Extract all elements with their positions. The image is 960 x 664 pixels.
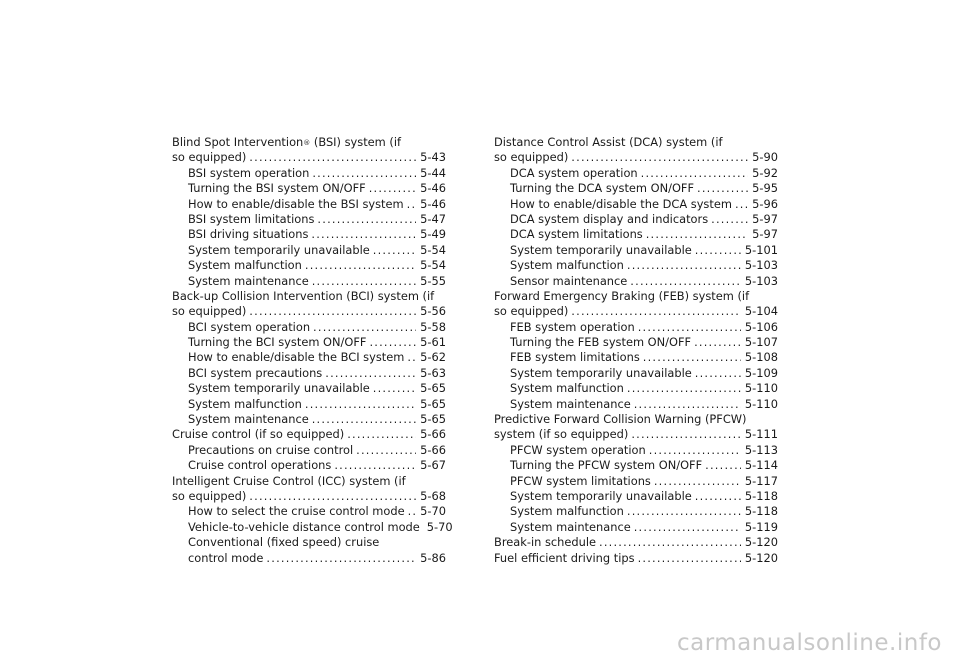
toc-entry[interactable] xyxy=(172,427,446,442)
dot-leader xyxy=(407,350,416,365)
dot-leader xyxy=(249,304,416,319)
page-number: 5-43 xyxy=(420,150,446,165)
dot-leader xyxy=(305,397,416,412)
dot-leader xyxy=(373,243,416,258)
page-number: 5-106 xyxy=(744,319,778,334)
page-number: 5-119 xyxy=(744,519,778,534)
dot-leader xyxy=(599,535,741,550)
dot-leader xyxy=(317,212,416,227)
page-number: 5-103 xyxy=(744,273,778,288)
dot-leader xyxy=(697,181,748,196)
toc-entry-title: PFCW system limitations xyxy=(510,473,651,488)
toc-entry-title: FEB system limitations xyxy=(510,350,640,365)
toc-entry-title: System malfunction xyxy=(188,396,302,411)
toc-entry-title: Turning the PFCW system ON/OFF xyxy=(510,458,703,473)
toc-entry[interactable] xyxy=(494,350,778,365)
page-number: 5-47 xyxy=(420,211,446,226)
toc-entry-title: Vehicle-to-vehicle distance control mode xyxy=(188,519,420,534)
toc-entry[interactable] xyxy=(172,412,446,427)
dot-leader xyxy=(311,227,416,242)
page-number: 5-54 xyxy=(420,258,446,273)
toc-entry-title: Intelligent Cruise Control (ICC) system (if xyxy=(172,473,406,488)
dot-leader xyxy=(312,166,416,181)
watermark-text: carmanualsonline.info xyxy=(676,630,942,656)
page-number: 5-49 xyxy=(420,227,446,242)
page-number: 5-65 xyxy=(420,381,446,396)
toc-entry-title: DCA system limitations xyxy=(510,227,643,242)
page-number: 5-46 xyxy=(420,181,446,196)
toc-entry[interactable] xyxy=(172,381,446,396)
dot-leader xyxy=(627,504,741,519)
toc-entry-title: so equipped) xyxy=(172,304,247,319)
toc-entry-title: BSI system limitations xyxy=(188,211,315,226)
toc-entry[interactable] xyxy=(172,150,446,165)
toc-entry-title: System temporarily unavailable xyxy=(510,488,692,503)
page-number: 5-101 xyxy=(744,242,778,257)
toc-entry[interactable] xyxy=(172,166,446,181)
dot-leader xyxy=(305,258,416,273)
toc-entry-title: Forward Emergency Braking (FEB) system (if xyxy=(494,288,750,303)
toc-entry[interactable] xyxy=(494,212,778,227)
toc-entry-title-cont: (BSI) system (if xyxy=(310,135,402,149)
toc-entry[interactable] xyxy=(494,181,778,196)
toc-entry[interactable] xyxy=(172,212,446,227)
page-number: 5-113 xyxy=(744,442,778,457)
page-number: 5-46 xyxy=(420,196,446,211)
page-number: 5-63 xyxy=(420,365,446,380)
toc-entry[interactable] xyxy=(172,181,446,196)
page-number: 5-117 xyxy=(744,473,778,488)
toc-entry[interactable] xyxy=(494,427,778,442)
dot-leader xyxy=(634,520,741,535)
toc-entry[interactable] xyxy=(494,304,778,319)
toc-entry[interactable] xyxy=(494,197,778,212)
page-number: 5-90 xyxy=(752,150,778,165)
page-number: 5-96 xyxy=(752,196,778,211)
toc-entry[interactable] xyxy=(494,366,778,381)
dot-leader xyxy=(694,335,741,350)
dot-leader xyxy=(711,212,748,227)
toc-entry-title: Sensor maintenance xyxy=(510,273,628,288)
toc-entry[interactable] xyxy=(172,227,446,242)
dot-leader xyxy=(571,304,741,319)
page-number: 5-54 xyxy=(420,242,446,257)
toc-entry-title: so equipped) xyxy=(494,150,569,165)
toc-entry-continued xyxy=(172,474,446,489)
toc-right-column xyxy=(494,135,778,566)
dot-leader xyxy=(571,150,748,165)
toc-entry-title: Conventional (fixed speed) cruise xyxy=(188,535,380,550)
toc-entry[interactable] xyxy=(494,551,778,566)
toc-entry-title: Turning the FEB system ON/OFF xyxy=(510,335,692,350)
toc-entry-continued xyxy=(172,289,446,304)
dot-leader xyxy=(641,166,749,181)
toc-entry-title: System malfunction xyxy=(188,258,302,273)
toc-entry-title: Distance Control Assist (DCA) system (if xyxy=(494,135,723,149)
toc-entry[interactable] xyxy=(494,520,778,535)
toc-entry-title: Turning the BCI system ON/OFF xyxy=(188,335,367,350)
page-number: 5-109 xyxy=(744,365,778,380)
toc-entry[interactable] xyxy=(494,489,778,504)
toc-entry[interactable] xyxy=(494,274,778,289)
dot-leader xyxy=(695,366,741,381)
toc-entry[interactable] xyxy=(172,551,446,566)
toc-entry-title: Blind Spot Intervention xyxy=(172,135,304,149)
dot-leader xyxy=(373,381,416,396)
toc-entry[interactable] xyxy=(494,474,778,489)
dot-leader xyxy=(705,458,741,473)
toc-entry-continued: Blind Spot Intervention ® (BSI) system (if xyxy=(172,135,402,149)
toc-entry-title: Turning the BSI system ON/OFF xyxy=(188,181,366,196)
toc-entry-title: System temporarily unavailable xyxy=(510,242,692,257)
toc-entry-title: DCA system display and indicators xyxy=(510,211,709,226)
page-number: 5-67 xyxy=(420,458,446,473)
dot-leader xyxy=(408,504,417,519)
toc-entry-title: control mode xyxy=(188,550,264,565)
toc-entry[interactable] xyxy=(172,519,453,535)
dot-leader xyxy=(369,181,416,196)
toc-entry-title: Cruise control operations xyxy=(188,458,332,473)
dot-leader xyxy=(634,397,741,412)
toc-entry[interactable] xyxy=(494,504,778,519)
toc-entry-title: How to enable/disable the BSI system xyxy=(188,196,404,211)
toc-entry-title: Precautions on cruise control xyxy=(188,442,354,457)
page-number: 5-56 xyxy=(420,304,446,319)
toc-entry-title: Cruise control (if so equipped) xyxy=(172,427,345,442)
page-number: 5-108 xyxy=(744,350,778,365)
toc-left-column xyxy=(172,135,453,566)
dot-leader xyxy=(249,489,416,504)
toc-entry[interactable] xyxy=(494,150,778,165)
toc-entry-title: so equipped) xyxy=(172,488,247,503)
page-number: 5-95 xyxy=(752,181,778,196)
page-number: 5-68 xyxy=(420,488,446,503)
toc-entry-title: Fuel efficient driving tips xyxy=(494,550,635,565)
page-number: 5-61 xyxy=(420,335,446,350)
toc-entry-title: BCI system operation xyxy=(188,319,311,334)
toc-entry[interactable] xyxy=(494,243,778,258)
toc-entry-title: BSI driving situations xyxy=(188,227,309,242)
dot-leader xyxy=(347,427,416,442)
page-number: 5-65 xyxy=(420,396,446,411)
page-number: 5-65 xyxy=(420,412,446,427)
dot-leader xyxy=(735,197,748,212)
toc-entry[interactable] xyxy=(172,197,446,212)
dot-leader xyxy=(627,258,741,273)
toc-entry-title: System temporarily unavailable xyxy=(188,381,370,396)
toc-entry-title: How to enable/disable the DCA system xyxy=(510,196,732,211)
dot-leader xyxy=(649,443,741,458)
dot-leader xyxy=(312,412,416,427)
toc-entry[interactable] xyxy=(172,258,446,273)
page-number: 5-120 xyxy=(744,535,778,550)
page-number: 5-66 xyxy=(420,442,446,457)
toc-entry-title: so equipped) xyxy=(172,150,247,165)
toc-entry-title: How to select the cruise control mode xyxy=(188,504,405,519)
dot-leader xyxy=(627,381,741,396)
toc-entry-title: Back-up Collision Intervention (BCI) system (if xyxy=(172,288,435,303)
toc-entry-title: How to enable/disable the BCI system xyxy=(188,350,405,365)
toc-entry-title: System temporarily unavailable xyxy=(188,242,370,257)
toc-entry[interactable] xyxy=(172,243,446,258)
toc-entry-title: System malfunction xyxy=(510,504,624,519)
toc-entry[interactable] xyxy=(494,335,778,350)
toc-entry-continued xyxy=(494,412,778,427)
toc-entry[interactable] xyxy=(172,335,446,350)
dot-leader xyxy=(643,350,741,365)
toc-entry[interactable] xyxy=(494,227,778,242)
toc-entry[interactable] xyxy=(172,304,446,319)
toc-entry[interactable] xyxy=(494,166,778,181)
page-number: 5-44 xyxy=(420,165,446,180)
toc-entry[interactable] xyxy=(172,320,446,335)
toc-entry-title: BSI system operation xyxy=(188,165,310,180)
toc-entry[interactable] xyxy=(172,350,446,365)
dot-leader xyxy=(266,551,416,566)
toc-entry-title: system (if so equipped) xyxy=(494,427,629,442)
dot-leader xyxy=(334,458,416,473)
page-number: 5-66 xyxy=(420,427,446,442)
dot-leader xyxy=(638,320,741,335)
page-number: 5-86 xyxy=(420,550,446,565)
toc-entry-continued xyxy=(494,289,778,304)
page-number: 5-62 xyxy=(420,350,446,365)
toc-entry[interactable] xyxy=(172,458,446,473)
toc-entry-title: System maintenance xyxy=(510,519,631,534)
toc-entry-continued xyxy=(172,535,446,550)
page-number: 5-118 xyxy=(744,488,778,503)
toc-entry-title: so equipped) xyxy=(494,304,569,319)
page-number: 5-110 xyxy=(744,381,778,396)
toc-entry-title: System temporarily unavailable xyxy=(510,365,692,380)
dot-leader xyxy=(695,243,741,258)
toc-entry[interactable] xyxy=(494,458,778,473)
dot-leader xyxy=(630,274,741,289)
toc-entry-title: Turning the DCA system ON/OFF xyxy=(510,181,695,196)
toc-entry-title: Break-in schedule xyxy=(494,535,596,550)
toc-entry[interactable] xyxy=(172,504,446,519)
toc-entry[interactable] xyxy=(494,381,778,396)
dot-leader xyxy=(325,366,416,381)
dot-leader xyxy=(646,227,748,242)
page-number: 5-58 xyxy=(420,319,446,334)
toc-entry[interactable] xyxy=(494,443,778,458)
page-number: 5-70 xyxy=(420,504,446,519)
page-number: 5-111 xyxy=(744,427,778,442)
dot-leader xyxy=(312,274,416,289)
page-number: 5-103 xyxy=(744,258,778,273)
toc-entry[interactable] xyxy=(172,366,446,381)
toc-entry[interactable] xyxy=(494,535,778,550)
dot-leader xyxy=(695,489,741,504)
toc-entry-title: DCA system operation xyxy=(510,165,638,180)
page-number: 5-120 xyxy=(744,550,778,565)
page-number: 5-114 xyxy=(744,458,778,473)
page-number: 5-70 xyxy=(426,519,453,534)
dot-leader xyxy=(369,335,416,350)
toc-entry-title: System malfunction xyxy=(510,258,624,273)
page-number: 5-110 xyxy=(744,396,778,411)
dot-leader xyxy=(407,197,417,212)
page-number: 5-97 xyxy=(752,227,778,242)
toc-entry[interactable] xyxy=(172,274,446,289)
page-number: 5-118 xyxy=(744,504,778,519)
toc-entry-title: System maintenance xyxy=(510,396,631,411)
toc-entry-title: Predictive Forward Collision Warning (PFCW) xyxy=(494,412,747,427)
dot-leader xyxy=(638,551,741,566)
dot-leader xyxy=(249,150,416,165)
toc-entry[interactable] xyxy=(494,320,778,335)
toc-entry[interactable] xyxy=(172,443,446,458)
page-number: 5-55 xyxy=(420,273,446,288)
page-number: 5-92 xyxy=(752,165,778,180)
toc-entry[interactable] xyxy=(172,397,446,412)
toc-entry-title: FEB system operation xyxy=(510,319,635,334)
page-number: 5-107 xyxy=(744,335,778,350)
dot-leader xyxy=(356,443,416,458)
dot-leader xyxy=(313,320,416,335)
page-number: 5-104 xyxy=(744,304,778,319)
toc-entry-continued xyxy=(494,135,778,150)
toc-entry[interactable] xyxy=(494,397,778,412)
toc-entry-title: PFCW system operation xyxy=(510,442,646,457)
toc-entry-title: System maintenance xyxy=(188,412,309,427)
page-number: 5-97 xyxy=(752,211,778,226)
dot-leader xyxy=(654,474,741,489)
toc-entry-title: System maintenance xyxy=(188,273,309,288)
toc-entry-title: BCI system precautions xyxy=(188,365,323,380)
toc-entry[interactable] xyxy=(172,489,446,504)
toc-entry-title: System malfunction xyxy=(510,381,624,396)
dot-leader xyxy=(631,427,741,442)
toc-entry[interactable] xyxy=(494,258,778,273)
